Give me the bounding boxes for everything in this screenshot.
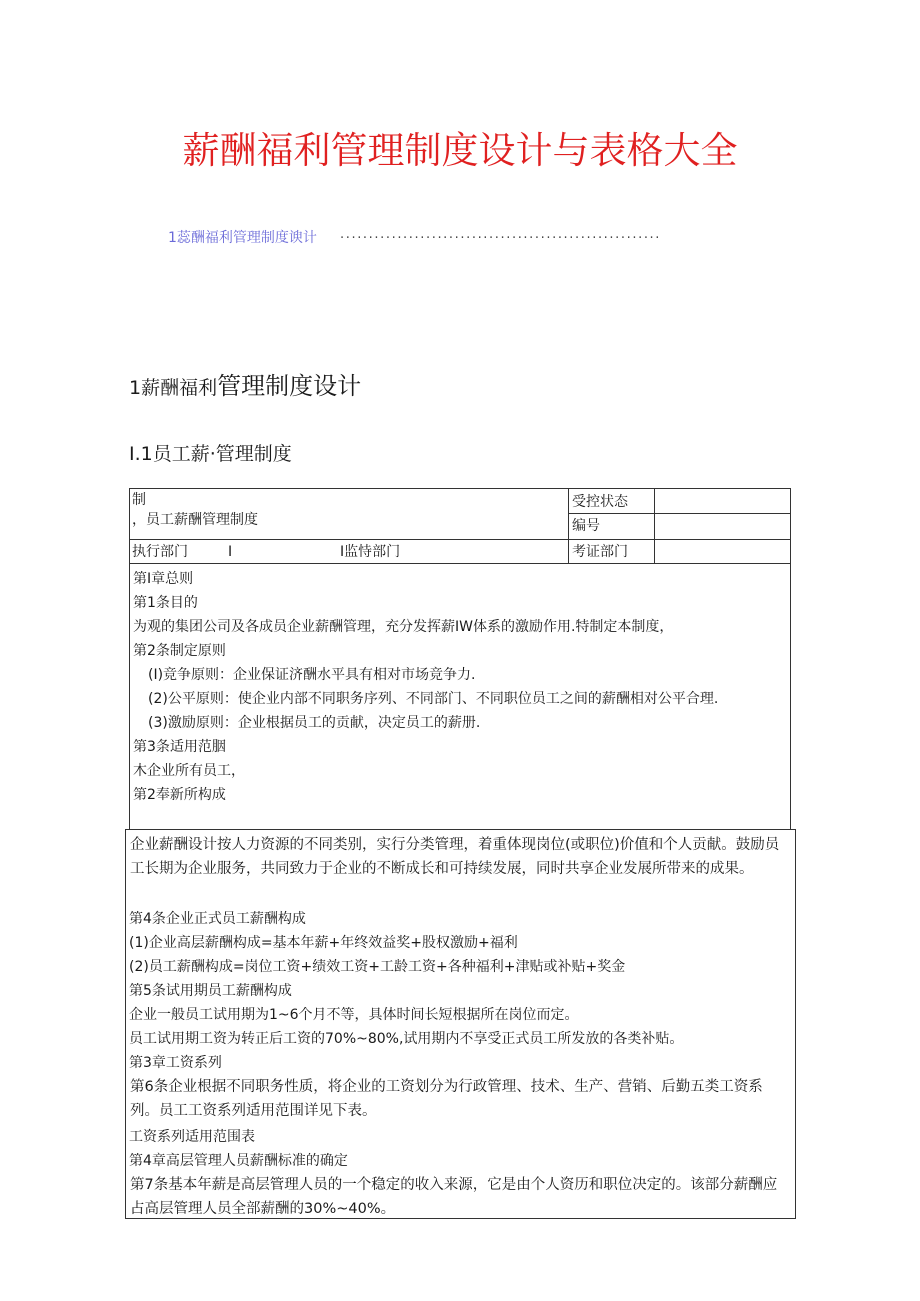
exec-dept-separator: I bbox=[228, 544, 233, 560]
supervise-dept-label: I监恃部门 bbox=[340, 544, 401, 560]
article-7-text: 第7条基本年薪是高层管理人员的一个稳定的收入来源，它是由个人资历和职位决定的。该部分薪酬应占高层管理人员全部薪酬的30%~40%。 bbox=[130, 1177, 778, 1217]
section-heading-1 bbox=[129, 366, 361, 401]
regulation-body-part2 bbox=[125, 829, 796, 1219]
doc-number-label: 编号 bbox=[572, 518, 600, 534]
article-1-text: 为观的集团公司及各成员企业薪酬管理，充分发挥薪IW体系的激励作用.特制定本制度， bbox=[133, 619, 674, 635]
principle-fairness: (2)公平原则：使企业内部不同职务序列、不同部门、不同职位员工之间的薪酬相对公平合理. bbox=[148, 691, 719, 707]
article-2-heading: 第2条制定原则 bbox=[133, 643, 226, 659]
article-4-item-1: (1)企业高层薪酬构成=基本年薪+年终效益奖+股权激励+福利 bbox=[129, 935, 518, 951]
control-status-label: 受控状态 bbox=[572, 494, 628, 510]
article-5-heading: 第5条试用期员工薪酬构成 bbox=[129, 983, 292, 999]
section-heading-1-text: 管理制度设计 bbox=[217, 372, 362, 400]
toc-entry-link[interactable]: 1蕊酬福利管理制度谀计 bbox=[168, 230, 317, 246]
doc-label-cell: 制 bbox=[132, 492, 146, 508]
article-6-text: 第6条企业根据不同职务性质，将企业的工资划分为行政管理、技术、生产、营销、后勤五类工资系列。员工工资系列适用范围详见下表。 bbox=[130, 1079, 763, 1119]
table-of-contents bbox=[168, 227, 768, 249]
chapter-1-heading: 第I章总则 bbox=[133, 571, 194, 587]
article-3-heading: 第3条适用范胭 bbox=[133, 739, 226, 755]
article-4-item-2: (2)员工薪酬构成=岗位工资+绩效工资+工龄工资+各种福利+津贴或补贴+奖金 bbox=[129, 959, 626, 975]
chapter-3-heading: 第3章工资系列 bbox=[129, 1055, 222, 1071]
article-4-heading: 第4条企业正式员工薪酬构成 bbox=[129, 911, 306, 927]
regulation-body-part1 bbox=[129, 564, 791, 829]
chapter-4-heading: 第4章高层管理人员薪酬标准的确定 bbox=[129, 1153, 348, 1169]
chapter-2-heading: 第2奉新所构成 bbox=[133, 787, 226, 803]
article-3-text: 木企业所有员工， bbox=[133, 763, 245, 779]
article-5-item-1: 企业一般员工试用期为1~6个月不等，具体时间长短根据所在岗位而定。 bbox=[129, 1007, 579, 1023]
article-5-item-2: 员工试用期工资为转正后工资的70%~80%,试用期内不享受正式员工所发放的各类补贴。 bbox=[129, 1031, 684, 1047]
principle-competition: (I)竞争原则：企业保证济酬水平具有相对市场竞争力. bbox=[148, 667, 476, 683]
article-1-heading: 第1条目的 bbox=[133, 595, 198, 611]
exec-dept-label: 执行部门 bbox=[132, 544, 188, 560]
principle-incentive: (3)激励原则：企业根据员工的贡献，决定员工的薪册. bbox=[148, 715, 481, 731]
salary-table-caption: 工资系列适用范围表 bbox=[129, 1129, 255, 1145]
doc-name-cell: ，员工薪酬管理制度 bbox=[132, 512, 258, 528]
toc-leader-dots: ........................................................ bbox=[340, 227, 662, 242]
document-title: 薪酬福利管理制度设计与表格大全 bbox=[182, 129, 738, 172]
document-control-table bbox=[129, 488, 791, 564]
review-dept-label: 考证部门 bbox=[572, 544, 628, 560]
salary-design-paragraph: 企业薪酬设计按人力资源的不同类别，实行分类管理，着重体现岗位(或职位)价值和个人贡献。鼓励员工长期为企业服务，共同致力于企业的不断成长和可持续发展，同时共享企业发展所带来的成果。 bbox=[130, 837, 780, 877]
section-heading-1-prefix: 1薪酬福利 bbox=[129, 377, 218, 399]
section-heading-1-1: I.1员工薪·管理制度 bbox=[129, 443, 292, 465]
